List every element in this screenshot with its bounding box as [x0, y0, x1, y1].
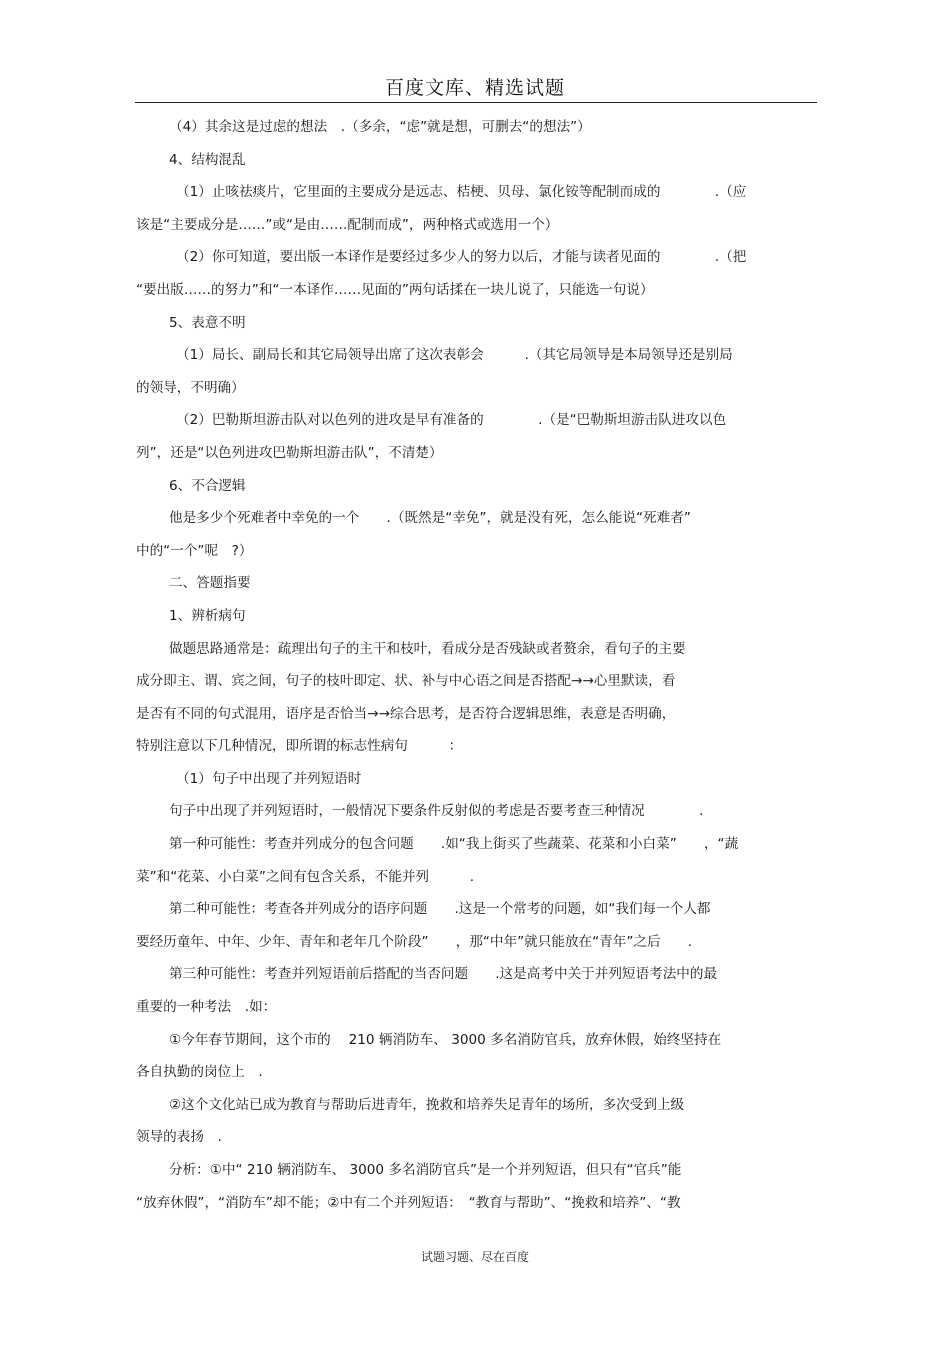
text-line: 他是多少个死难者中幸免的一个 .（既然是“幸免”，就是没有死，怎么能说“死难者” — [169, 510, 691, 527]
section-heading: 5、表意不明 — [169, 314, 246, 331]
text-line: 各自执勤的岗位上 . — [136, 1064, 263, 1081]
text-line: 的领导，不明确） — [136, 379, 245, 396]
page-footer: 试题习题、尽在百度 — [420, 1250, 529, 1264]
text-line: 中的“一个”呢 ?） — [136, 542, 253, 559]
text-line: （1）止咳祛痰片，它里面的主要成分是远志、桔梗、贝母、氯化铵等配制而成的 .（应 — [176, 184, 747, 201]
text-line: ②这个文化站已成为教育与帮助后进青年，挽救和培养失足青年的场所，多次受到上级 — [169, 1096, 685, 1113]
text-line: 要经历童年、中年、少年、青年和老年几个阶段” ，那“中年”就只能放在“青年”之后 . — [136, 933, 693, 950]
header-divider — [135, 102, 817, 103]
text-line: 领导的表扬 . — [136, 1129, 222, 1146]
text-line: 第二种可能性：考查各并列成分的语序问题 .这是一个常考的问题，如“我们每一个人都 — [169, 901, 711, 918]
text-line: 列”，还是“以色列进攻巴勒斯坦游击队”，不清楚） — [136, 444, 443, 461]
text-line: （4）其余这是过虑的想法 .（多余，“虑”就是想，可删去“的想法”） — [169, 119, 591, 135]
section-heading: 二、答题指要 — [169, 575, 251, 592]
text-line: 成分即主、谓、宾之间，句子的枝叶即定、状、补与中心语之间是否搭配→→心里默读，看 — [136, 673, 676, 690]
text-line: 该是“主要成分是……”或“是由……配制而成”，两种格式或选用一个） — [136, 216, 559, 233]
text-line: （2）你可知道，要出版一本译作是要经过多少人的努力以后，才能与读者见面的 .（把 — [176, 249, 747, 266]
text-line: （1）局长、副局长和其它局领导出席了这次表彰会 .（其它局领导是本局领导还是别局 — [176, 347, 733, 364]
text-line: ①今年春节期间，这个市的 210 辆消防车、 3000 多名消防官兵，放弃休假，始终坚持在 — [169, 1031, 722, 1048]
section-heading: 6、不合逻辑 — [169, 477, 246, 494]
text-line: 句子中出现了并列短语时，一般情况下要条件反射似的考虑是否要考查三种情况 . — [169, 803, 704, 820]
page-header-title: 百度文库、精选试题 — [384, 77, 565, 99]
text-line: 第三种可能性：考查并列短语前后搭配的当否问题 .这是高考中关于并列短语考法中的最 — [169, 966, 718, 983]
text-line: 特别注意以下几种情况，即所谓的标志性病句 ： — [136, 738, 463, 755]
text-line: 第一种可能性：考查并列成分的包含问题 .如“我上街买了些蔬菜、花菜和小白菜” ，“蔬 — [169, 836, 739, 853]
document-body — [136, 115, 816, 1223]
text-line: 重要的一种考法 .如： — [136, 999, 277, 1016]
section-heading: （1）句子中出现了并列短语时 — [176, 770, 362, 787]
section-heading: 4、结构混乱 — [169, 151, 246, 168]
text-line: 分析：①中“ 210 辆消防车、 3000 多名消防官兵”是一个并列短语，但只有“官兵”能 — [169, 1162, 682, 1178]
section-heading: 1、辨析病句 — [169, 607, 246, 624]
text-line: 菜”和“花菜、小白菜”之间有包含关系，不能并列 . — [136, 868, 475, 885]
text-line: 做题思路通常是：疏理出句子的主干和枝叶，看成分是否残缺或者赘余，看句子的主要 — [169, 640, 686, 657]
text-line: “要出版……的努力”和“一本译作……见面的”两句话揉在一块儿说了，只能选一句说） — [136, 281, 654, 298]
text-line: （2）巴勒斯坦游击队对以色列的进攻是早有准备的 .（是“巴勒斯坦游击队进攻以色 — [176, 412, 727, 429]
text-line: “放弃休假”，“消防车”却不能；②中有二个并列短语： “教育与帮助”、“挽救和培养”、“教 — [136, 1194, 681, 1211]
text-line: 是否有不同的句式混用，语序是否恰当→→综合思考，是否符合逻辑思维，表意是否明确， — [136, 705, 676, 722]
